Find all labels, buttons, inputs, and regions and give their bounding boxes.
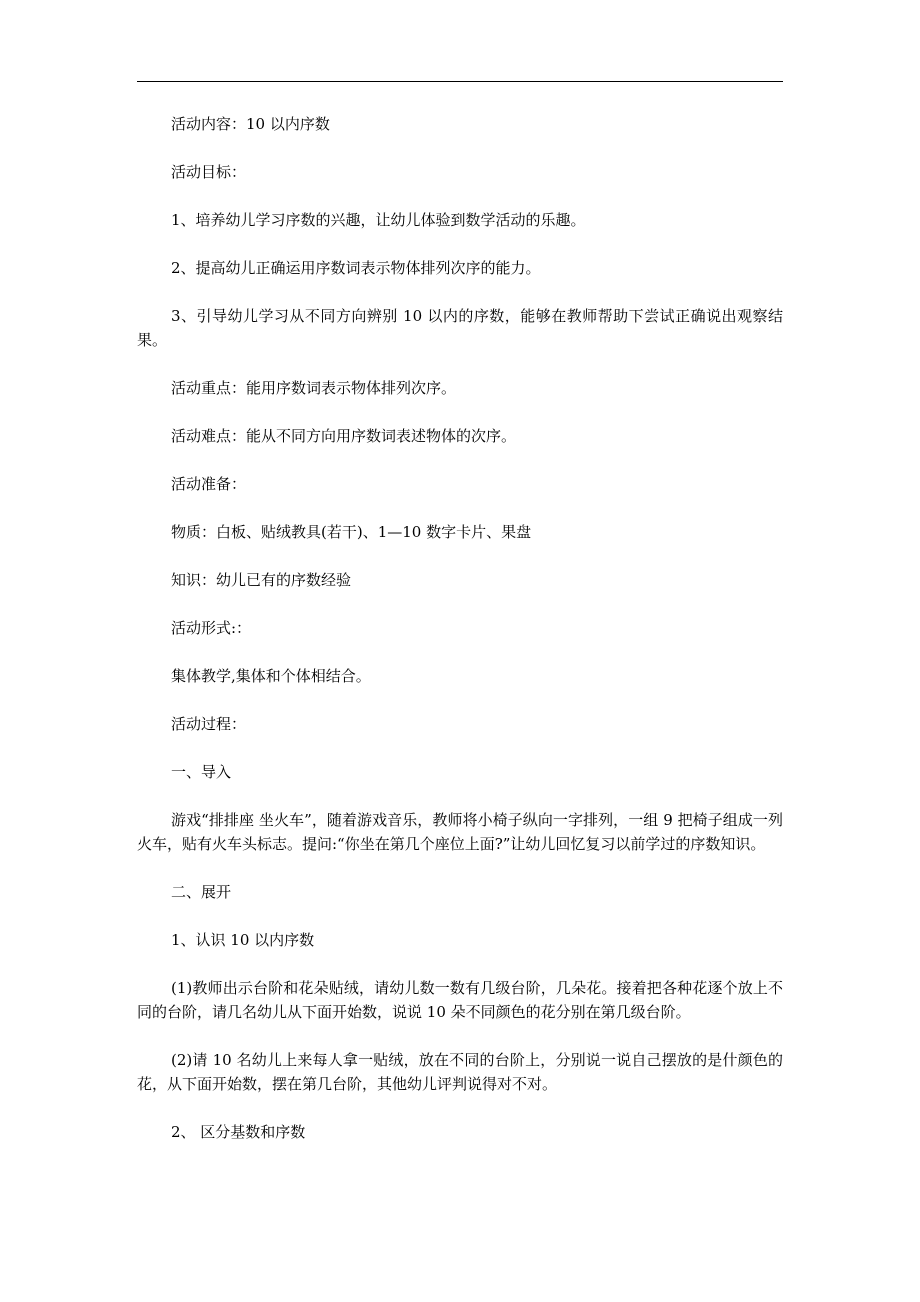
paragraph-game: 游戏“排排座 坐火车”，随着游戏音乐，教师将小椅子纵向一字排列，一组 9 把椅子组成一列火车，贴有火车头标志。提问:“你坐在第几个座位上面?”让幼儿回忆复习以前学过的序数知识。 xyxy=(137,811,783,853)
document-body xyxy=(137,112,783,1168)
paragraph-materials: 物质：白板、贴绒教具(若干)、1—10 数字卡片、果盘 xyxy=(171,523,532,541)
paragraph-step-1: (1)教师出示台阶和花朵贴绒，请幼儿数一数有几级台阶，几朵花。接着把各种花逐个放上不同的台阶，请几名幼儿从下面开始数，说说 10 朵不同颜色的花分别在第几级台阶。 xyxy=(137,979,783,1021)
paragraph-goal-2: 2、提高幼儿正确运用序数词表示物体排列次序的能力。 xyxy=(171,259,541,277)
paragraph-section-1-heading: 一、导入 xyxy=(171,763,232,781)
paragraph-subsection-2-heading: 2、 区分基数和序数 xyxy=(171,1123,306,1141)
paragraph-goal-1: 1、培养幼儿学习序数的兴趣，让幼儿体验到数学活动的乐趣。 xyxy=(171,211,586,229)
paragraph-activity-content: 活动内容：10 以内序数 xyxy=(171,115,330,133)
paragraph-goal-3: 3、引导幼儿学习从不同方向辨别 10 以内的序数，能够在教师帮助下尝试正确说出观察结果。 xyxy=(137,307,783,349)
paragraph-difficulty: 活动难点：能从不同方向用序数词表述物体的次序。 xyxy=(171,427,517,445)
paragraph-step-2: (2)请 10 名幼儿上来每人拿一贴绒，放在不同的台阶上，分别说一说自己摆放的是什颜色的花，从下面开始数，摆在第几台阶，其他幼儿评判说得对不对。 xyxy=(137,1051,783,1093)
paragraph-form: 集体教学,集体和个体相结合。 xyxy=(171,667,371,685)
paragraph-preparation-heading: 活动准备： xyxy=(171,475,247,493)
paragraph-form-heading: 活动形式:： xyxy=(171,619,252,637)
paragraph-key-point: 活动重点：能用序数词表示物体排列次序。 xyxy=(171,379,457,397)
paragraph-activity-goals-heading: 活动目标： xyxy=(171,163,247,181)
header-rule xyxy=(137,81,783,82)
paragraph-knowledge: 知识：幼儿已有的序数经验 xyxy=(171,571,352,589)
paragraph-section-2-heading: 二、展开 xyxy=(171,883,232,901)
paragraph-process-heading: 活动过程： xyxy=(171,715,247,733)
paragraph-subsection-1-heading: 1、认识 10 以内序数 xyxy=(171,931,315,949)
